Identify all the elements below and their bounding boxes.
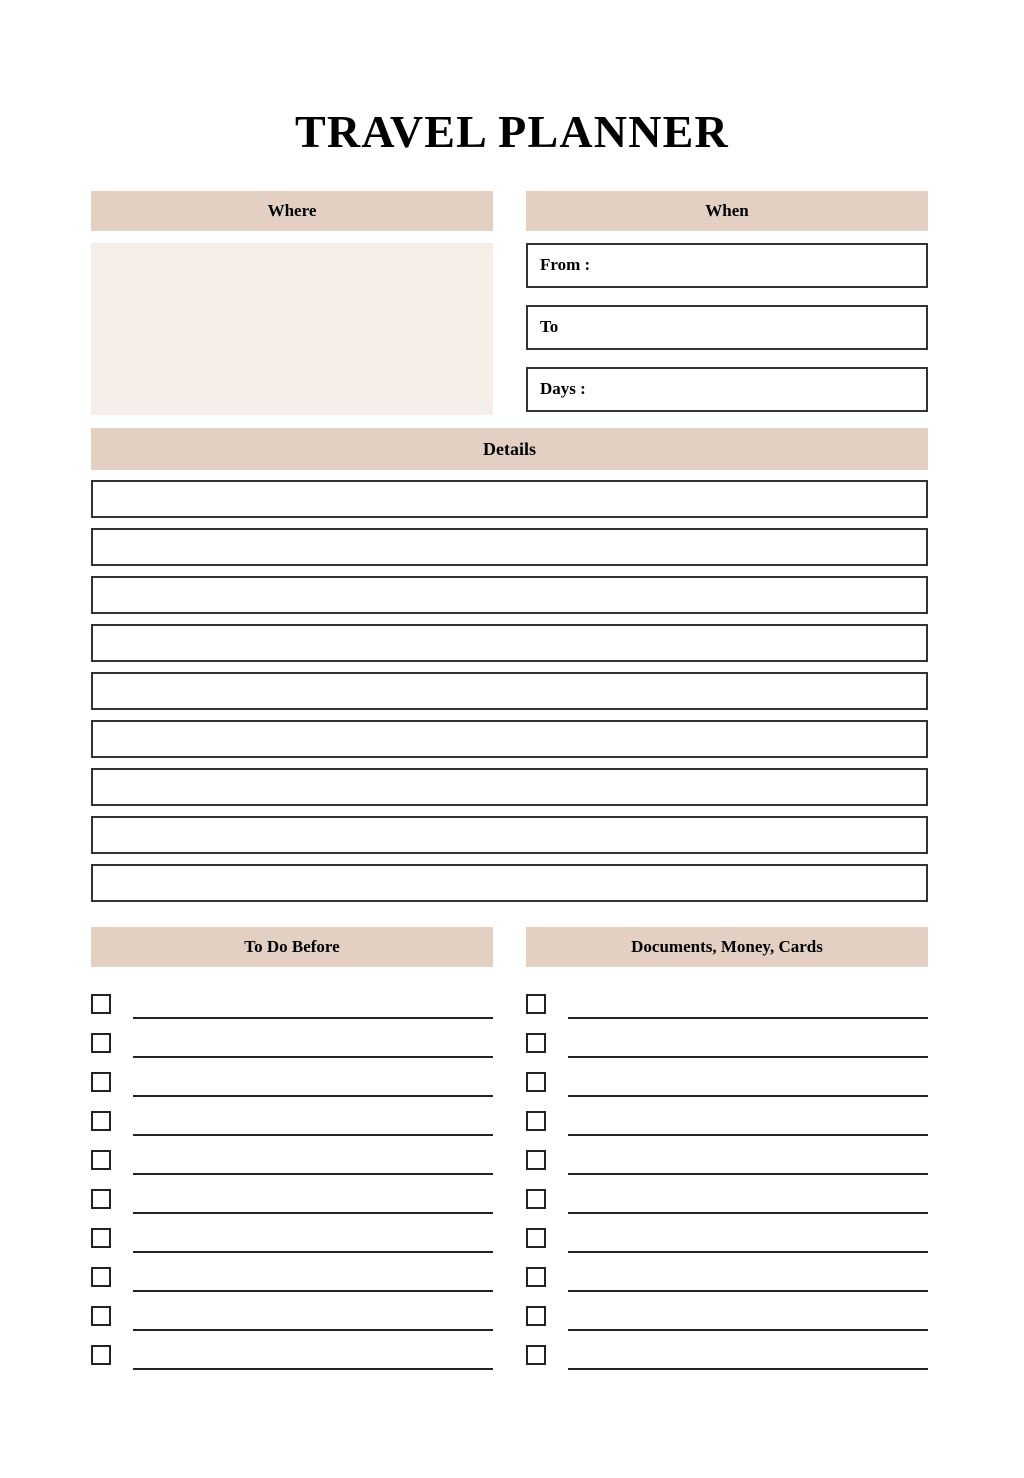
checkbox-icon[interactable]	[526, 994, 546, 1014]
list-item[interactable]	[91, 1214, 493, 1253]
details-row[interactable]	[91, 480, 928, 518]
details-heading	[91, 428, 928, 470]
documents-line[interactable]	[568, 1329, 928, 1331]
from-field-label: From :	[540, 255, 591, 275]
checkbox-icon[interactable]	[526, 1111, 546, 1131]
when-heading-label: When	[705, 201, 749, 221]
list-item[interactable]	[91, 1175, 493, 1214]
list-item[interactable]	[91, 1331, 493, 1370]
list-item[interactable]	[526, 1292, 928, 1331]
list-item[interactable]	[526, 1175, 928, 1214]
to-field[interactable]	[526, 305, 928, 350]
documents-line[interactable]	[568, 1212, 928, 1214]
where-heading-label: Where	[267, 201, 317, 221]
checkbox-icon[interactable]	[91, 994, 111, 1014]
checkbox-icon[interactable]	[91, 1150, 111, 1170]
todo-before-line[interactable]	[133, 1212, 493, 1214]
checkbox-icon[interactable]	[526, 1189, 546, 1209]
todo-before-line[interactable]	[133, 1251, 493, 1253]
list-item[interactable]	[526, 1019, 928, 1058]
checkbox-icon[interactable]	[91, 1033, 111, 1053]
todo-before-heading	[91, 927, 493, 967]
todo-before-line[interactable]	[133, 1134, 493, 1136]
travel-planner-page	[0, 31, 1024, 1478]
checkbox-icon[interactable]	[91, 1228, 111, 1248]
where-column	[91, 191, 493, 415]
details-heading-label: Details	[483, 438, 536, 459]
documents-line[interactable]	[568, 1134, 928, 1136]
days-field-label: Days :	[540, 379, 586, 399]
list-item[interactable]	[91, 1253, 493, 1292]
documents-line[interactable]	[568, 1017, 928, 1019]
todo-before-heading-label: To Do Before	[244, 937, 340, 957]
checkbox-icon[interactable]	[91, 1345, 111, 1365]
list-item[interactable]	[91, 1019, 493, 1058]
todo-before-items	[91, 980, 493, 1370]
details-section	[91, 428, 928, 902]
list-item[interactable]	[526, 1097, 928, 1136]
list-item[interactable]	[91, 1136, 493, 1175]
details-row[interactable]	[91, 768, 928, 806]
details-row[interactable]	[91, 576, 928, 614]
where-heading	[91, 191, 493, 231]
list-item[interactable]	[91, 1292, 493, 1331]
list-item[interactable]	[526, 1058, 928, 1097]
from-field[interactable]	[526, 243, 928, 288]
details-row[interactable]	[91, 528, 928, 566]
list-item[interactable]	[526, 980, 928, 1019]
when-column	[526, 191, 928, 415]
page-title: TRAVEL PLANNER	[295, 105, 729, 157]
list-item[interactable]	[526, 1331, 928, 1370]
todo-before-line[interactable]	[133, 1368, 493, 1370]
details-row[interactable]	[91, 864, 928, 902]
when-heading	[526, 191, 928, 231]
checkbox-icon[interactable]	[91, 1189, 111, 1209]
list-item[interactable]	[526, 1214, 928, 1253]
checkbox-icon[interactable]	[91, 1267, 111, 1287]
documents-money-cards-column	[526, 927, 928, 1370]
details-row[interactable]	[91, 624, 928, 662]
details-row[interactable]	[91, 720, 928, 758]
documents-line[interactable]	[568, 1095, 928, 1097]
checkbox-icon[interactable]	[526, 1072, 546, 1092]
checkbox-icon[interactable]	[526, 1228, 546, 1248]
documents-line[interactable]	[568, 1251, 928, 1253]
documents-money-cards-heading	[526, 927, 928, 967]
list-item[interactable]	[526, 1253, 928, 1292]
checklists-section	[91, 927, 928, 1370]
checkbox-icon[interactable]	[526, 1306, 546, 1326]
to-field-label: To	[540, 317, 559, 337]
documents-money-cards-items	[526, 980, 928, 1370]
checkbox-icon[interactable]	[526, 1267, 546, 1287]
documents-money-cards-heading-label: Documents, Money, Cards	[631, 937, 823, 957]
list-item[interactable]	[91, 1097, 493, 1136]
todo-before-line[interactable]	[133, 1017, 493, 1019]
list-item[interactable]	[91, 1058, 493, 1097]
documents-line[interactable]	[568, 1290, 928, 1292]
todo-before-column	[91, 927, 493, 1370]
checkbox-icon[interactable]	[526, 1345, 546, 1365]
checkbox-icon[interactable]	[91, 1072, 111, 1092]
list-item[interactable]	[91, 980, 493, 1019]
documents-line[interactable]	[568, 1368, 928, 1370]
when-fields	[526, 243, 928, 412]
checkbox-icon[interactable]	[91, 1111, 111, 1131]
todo-before-line[interactable]	[133, 1056, 493, 1058]
list-item[interactable]	[526, 1136, 928, 1175]
checkbox-icon[interactable]	[526, 1150, 546, 1170]
details-row[interactable]	[91, 672, 928, 710]
checkbox-icon[interactable]	[526, 1033, 546, 1053]
documents-line[interactable]	[568, 1056, 928, 1058]
todo-before-line[interactable]	[133, 1095, 493, 1097]
details-row[interactable]	[91, 816, 928, 854]
days-field[interactable]	[526, 367, 928, 412]
where-input[interactable]	[91, 243, 493, 415]
documents-line[interactable]	[568, 1173, 928, 1175]
todo-before-line[interactable]	[133, 1290, 493, 1292]
todo-before-line[interactable]	[133, 1329, 493, 1331]
where-when-section	[91, 191, 928, 415]
details-rows	[91, 480, 928, 902]
todo-before-line[interactable]	[133, 1173, 493, 1175]
checkbox-icon[interactable]	[91, 1306, 111, 1326]
